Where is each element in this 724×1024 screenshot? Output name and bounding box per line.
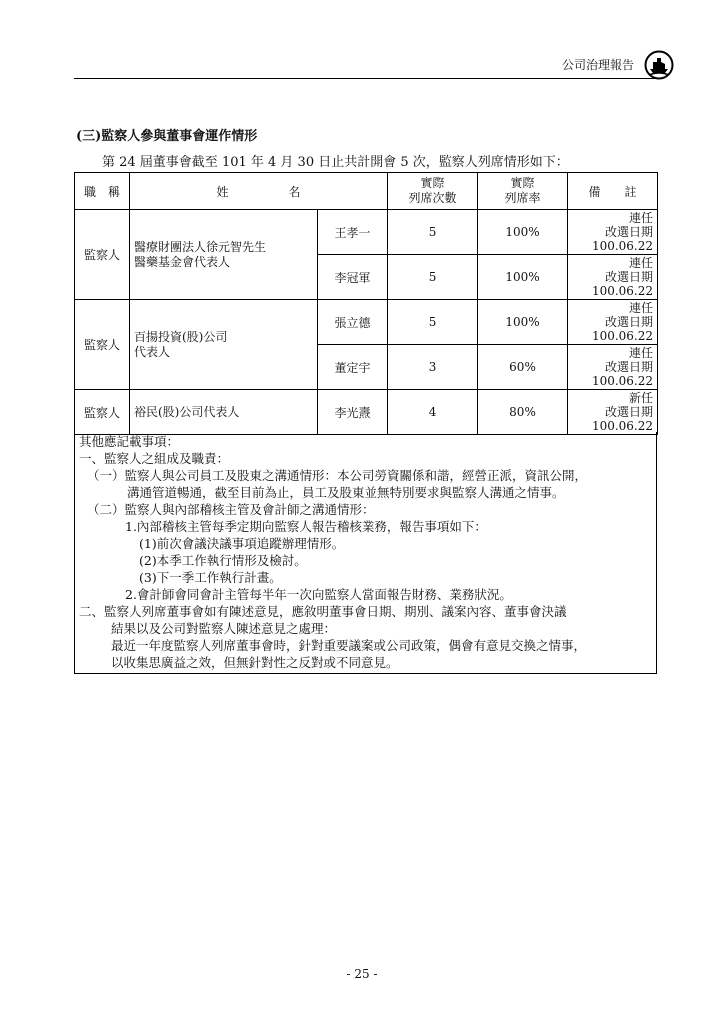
remark-status: 連任 <box>629 256 654 270</box>
member-name: 王孝一 <box>318 210 388 255</box>
header-rate-line1: 實際 <box>510 176 535 190</box>
attend-rate: 60% <box>478 345 568 390</box>
org-line: 百揚投資(股)公司 <box>134 329 228 344</box>
notes-point-1-c: (3)下一季工作執行計畫。 <box>139 570 282 585</box>
attend-rate: 100% <box>478 300 568 345</box>
member-name: 李冠軍 <box>318 255 388 300</box>
remark-label: 改選日期 <box>605 360 654 374</box>
remark-label: 改選日期 <box>605 270 654 284</box>
remark-cell <box>568 210 658 255</box>
attend-count: 3 <box>388 345 478 390</box>
header-attend-line1: 實際 <box>420 176 445 190</box>
table-row <box>75 300 658 345</box>
attend-count: 5 <box>388 300 478 345</box>
role-cell: 監察人 <box>75 390 130 435</box>
org-cell <box>130 300 318 390</box>
notes-sub-1-cont: 溝通管道暢通，截至目前為止，員工及股東並無特別要求與監察人溝通之情事。 <box>127 485 565 500</box>
role-cell: 監察人 <box>75 210 130 300</box>
attend-rate: 80% <box>478 390 568 435</box>
header-rule <box>74 78 657 79</box>
notes-point-2: 2.會計師會同會計主管每半年一次向監察人當面報告財務、業務狀況。 <box>125 587 512 602</box>
notes-point-1: 1.內部稽核主管每季定期向監察人報告稽核業務，報告事項如下： <box>125 519 487 534</box>
member-name: 李光燾 <box>318 390 388 435</box>
remark-cell <box>568 255 658 300</box>
attend-count: 4 <box>388 390 478 435</box>
notes-item-1: 一、監察人之組成及職責： <box>79 451 230 466</box>
org-cell <box>130 210 318 300</box>
ship-emblem-icon <box>644 50 674 80</box>
header-name-col: 姓 名 <box>130 173 388 210</box>
attendance-table <box>74 172 658 435</box>
remark-status: 連任 <box>629 301 654 315</box>
table-row <box>75 210 658 255</box>
attend-rate: 100% <box>478 210 568 255</box>
notes-item-2: 二、監察人列席董事會如有陳述意見，應敘明董事會日期、期別、議案內容、董事會決議 <box>79 604 567 619</box>
remark-status: 連任 <box>629 346 654 360</box>
header-rate-line2: 列席率 <box>504 191 541 205</box>
role-cell: 監察人 <box>75 300 130 390</box>
notes-item-2-body: 最近一年度監察人列席董事會時，針對重要議案或公司政策，偶會有意見交換之情事， <box>111 638 587 653</box>
header-attend-col <box>388 173 478 210</box>
page-number: - 25 - <box>346 967 378 981</box>
org-cell: 裕民(股)公司代表人 <box>130 390 318 435</box>
notes-point-1-a: (1)前次會議決議事項追蹤辦理情形。 <box>139 536 345 551</box>
notes-item-2-body-cont: 以收集思廣益之效，但無針對性之反對或不同意見。 <box>111 655 399 670</box>
attend-count: 5 <box>388 210 478 255</box>
remark-date: 100.06.22 <box>591 419 654 433</box>
org-line: 代表人 <box>134 344 171 359</box>
attend-rate: 100% <box>478 255 568 300</box>
header-title: 公司治理報告 <box>562 58 635 72</box>
remark-cell <box>568 345 658 390</box>
org-line: 醫藥基金會代表人 <box>134 254 231 269</box>
member-name: 董定宇 <box>318 345 388 390</box>
remark-label: 改選日期 <box>605 315 654 329</box>
org-line: 醫療財團法人徐元智先生 <box>134 239 267 254</box>
notes-sub-2: （二）監察人與內部稽核主管及會計師之溝通情形： <box>87 502 375 517</box>
member-name: 張立德 <box>318 300 388 345</box>
remark-date: 100.06.22 <box>591 374 654 388</box>
table-row <box>75 390 658 435</box>
header-rate-col <box>478 173 568 210</box>
remark-date: 100.06.22 <box>591 329 654 343</box>
remark-cell <box>568 300 658 345</box>
section-title: (三)監察人參與董事會運作情形 <box>76 129 258 144</box>
table-header-row <box>75 173 658 210</box>
remark-label: 改選日期 <box>605 405 654 419</box>
remark-cell <box>568 390 658 435</box>
notes-sub-1: （一）監察人與公司員工及股東之溝通情形：本公司勞資關係和諧，經營正派，資訊公開， <box>87 468 588 483</box>
remark-date: 100.06.22 <box>591 284 654 298</box>
header-title-col: 職 稱 <box>75 173 130 210</box>
notes-item-2-cont: 結果以及公司對監察人陳述意見之處理： <box>111 621 337 636</box>
intro-text: 第 24 屆董事會截至 101 年 4 月 30 日止共計開會 5 次，監察人列席情形如下： <box>102 155 569 170</box>
remark-label: 改選日期 <box>605 225 654 239</box>
notes-heading: 其他應記載事項： <box>79 434 180 449</box>
notes-point-1-b: (2)本季工作執行情形及檢討。 <box>139 553 307 568</box>
remark-date: 100.06.22 <box>591 239 654 253</box>
header-remark-col: 備 註 <box>568 173 658 210</box>
remark-status: 連任 <box>629 211 654 225</box>
other-notes <box>74 432 657 674</box>
attend-count: 5 <box>388 255 478 300</box>
header-attend-line2: 列席次數 <box>408 191 457 205</box>
remark-status: 新任 <box>629 391 654 405</box>
